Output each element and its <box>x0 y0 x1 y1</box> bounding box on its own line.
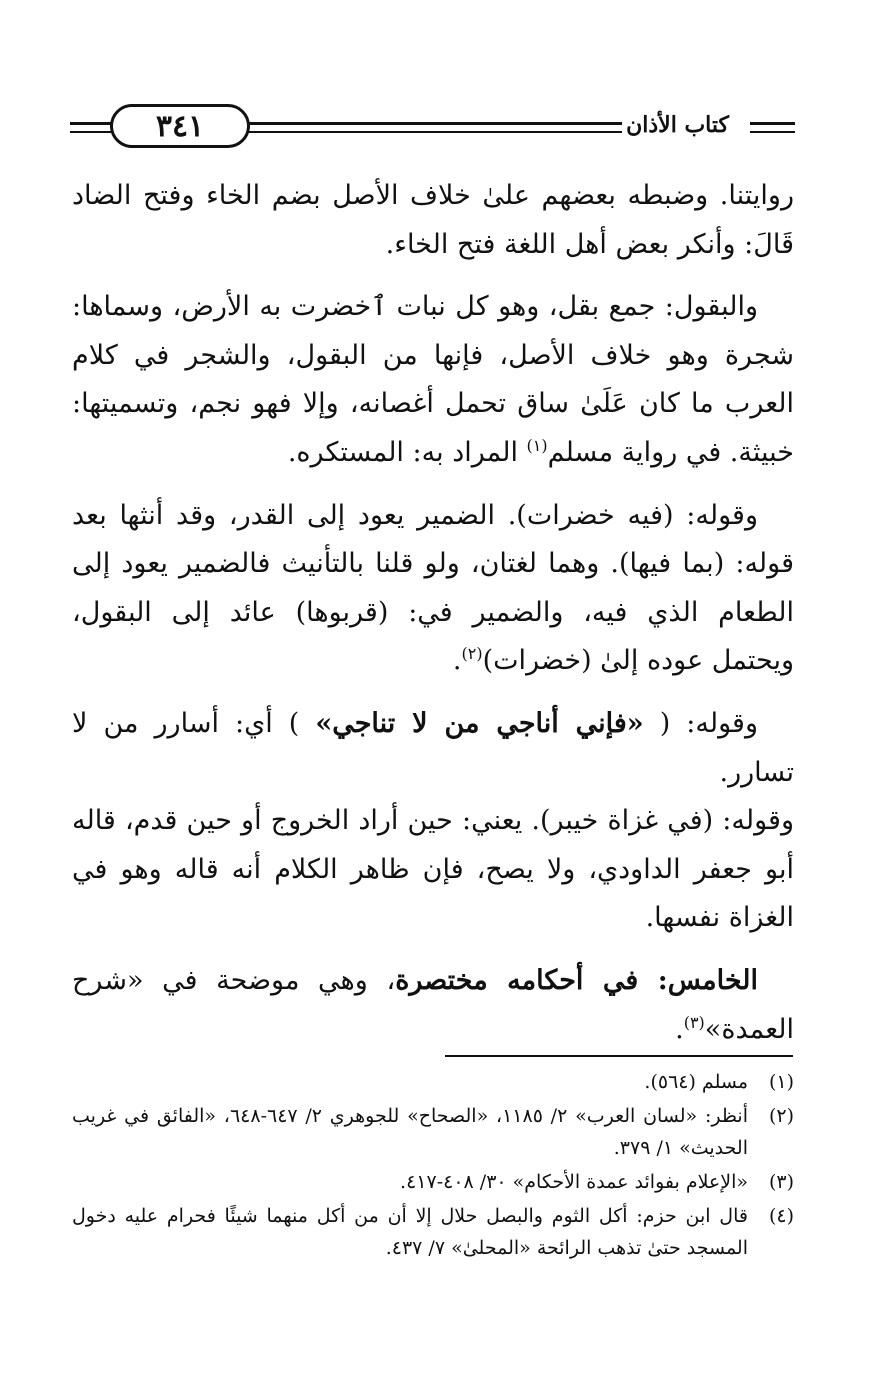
footnote-text: «الإعلام بفوائد عمدة الأحكام» ٣٠/ ٤٠٨-٤١٧. <box>400 1171 748 1193</box>
paragraph-6-end: . <box>675 1013 684 1045</box>
header-rule-top-middle <box>248 122 628 125</box>
paragraph-6 <box>72 957 794 1052</box>
paragraph-4 <box>72 700 794 797</box>
paragraph-2-text: والبقول: جمع بقل، وهو كل نبات ٱخضرت به الأرض، وسماها: شجرة وهو خلاف الأصل، فإنها من البقول، والشجر في كلام العرب ما كان عَلَىٰ ساق تحمل أغصانه، وإلا فهو نجم، وتسميتها: خبيثة. في رواية مسلم <box>72 291 794 468</box>
hadith-quote: «فإني أناجي من لا تناجي» <box>315 707 644 739</box>
section-heading: الخامس: في أحكامه مختصرة <box>395 964 758 996</box>
header-rule-top-left <box>70 122 112 125</box>
footnotes <box>72 1066 794 1316</box>
footnote-number: (٢) <box>768 1105 794 1127</box>
header-rule-bottom-middle <box>248 131 628 133</box>
paragraph-1: روايتنا. وضبطه بعضهم علىٰ خلاف الأصل بضم الخاء وفتح الضاد قَالَ: وأنكر بعض أهل اللغة فتح الخاء. <box>72 180 794 260</box>
paragraph-3-end: . <box>452 645 462 677</box>
paragraph-6-text: ، وهي موضحة في «شرح العمدة» <box>72 964 794 1045</box>
header-rule-bottom-right <box>750 131 795 133</box>
paragraph-2 <box>72 283 794 477</box>
page-header <box>70 100 795 156</box>
paragraph-4-start: وقوله: ( <box>643 707 758 739</box>
footnote-text: أنظر: «لسان العرب» ٢/ ١١٨٥، «الصحاح» للجوهري ٢/ ٦٤٧-٦٤٨، «الفائق في غريب الحديث» ١/ ٣٧٩. <box>72 1105 748 1159</box>
page-number: ٣٤١ <box>155 108 205 144</box>
page-number-badge <box>110 104 250 148</box>
footnote-ref-2: (٢) <box>461 644 483 664</box>
footnote-ref-1: (١) <box>526 435 548 455</box>
paragraph-5: وقوله: (في غزاة خيبر). يعني: حين أراد الخروج أو حين قدم، قاله أبو جعفر الداودي، ولا يصح، فإن ظاهر الكلام أنه قاله وهو في الغزاة نفسها. <box>72 805 794 934</box>
paragraph-3 <box>72 492 794 686</box>
footnote-text: قال ابن حزم: أكل الثوم والبصل حلال إلا أن من أكل منهما شيئًا فحرام عليه دخول المسجد حتىٰ تذهب الرائحة «المحلىٰ» ٧/ ٤٣٧. <box>72 1205 748 1259</box>
footnote-3 <box>72 1166 794 1198</box>
footnote-1 <box>72 1066 794 1098</box>
footnote-2 <box>72 1100 794 1164</box>
footnote-number: (٣) <box>768 1171 794 1193</box>
paragraph-3-text: وقوله: (فيه خضرات). الضمير يعود إلى القدر، وقد أنثها بعد قوله: (بما فيها). وهما لغتان، ولو قلنا بالتأنيث فالضمير يعود إلى الطعام الذي فيه، والضمير في: (قربوها) عائد إلى البقول، ويحتمل عوده إلىٰ (خضرات) <box>72 499 794 677</box>
footnote-ref-3: (٣) <box>683 1012 705 1032</box>
paragraph-2-end: المراد به: المستكره. <box>287 436 527 468</box>
footnote-text: مسلم (٥٦٤). <box>644 1071 748 1093</box>
footnote-separator <box>445 1055 793 1057</box>
footnote-4 <box>72 1200 794 1264</box>
header-rule-top-right <box>750 122 795 125</box>
body-text <box>72 172 794 1052</box>
chapter-title: كتاب الأذان <box>622 112 733 138</box>
footnote-number: (١) <box>768 1071 794 1093</box>
footnote-number: (٤) <box>768 1205 794 1227</box>
paragraph-4-end: ) أي: أسارر من لا تسارر. <box>72 707 794 788</box>
header-rule-bottom-left <box>70 131 112 133</box>
